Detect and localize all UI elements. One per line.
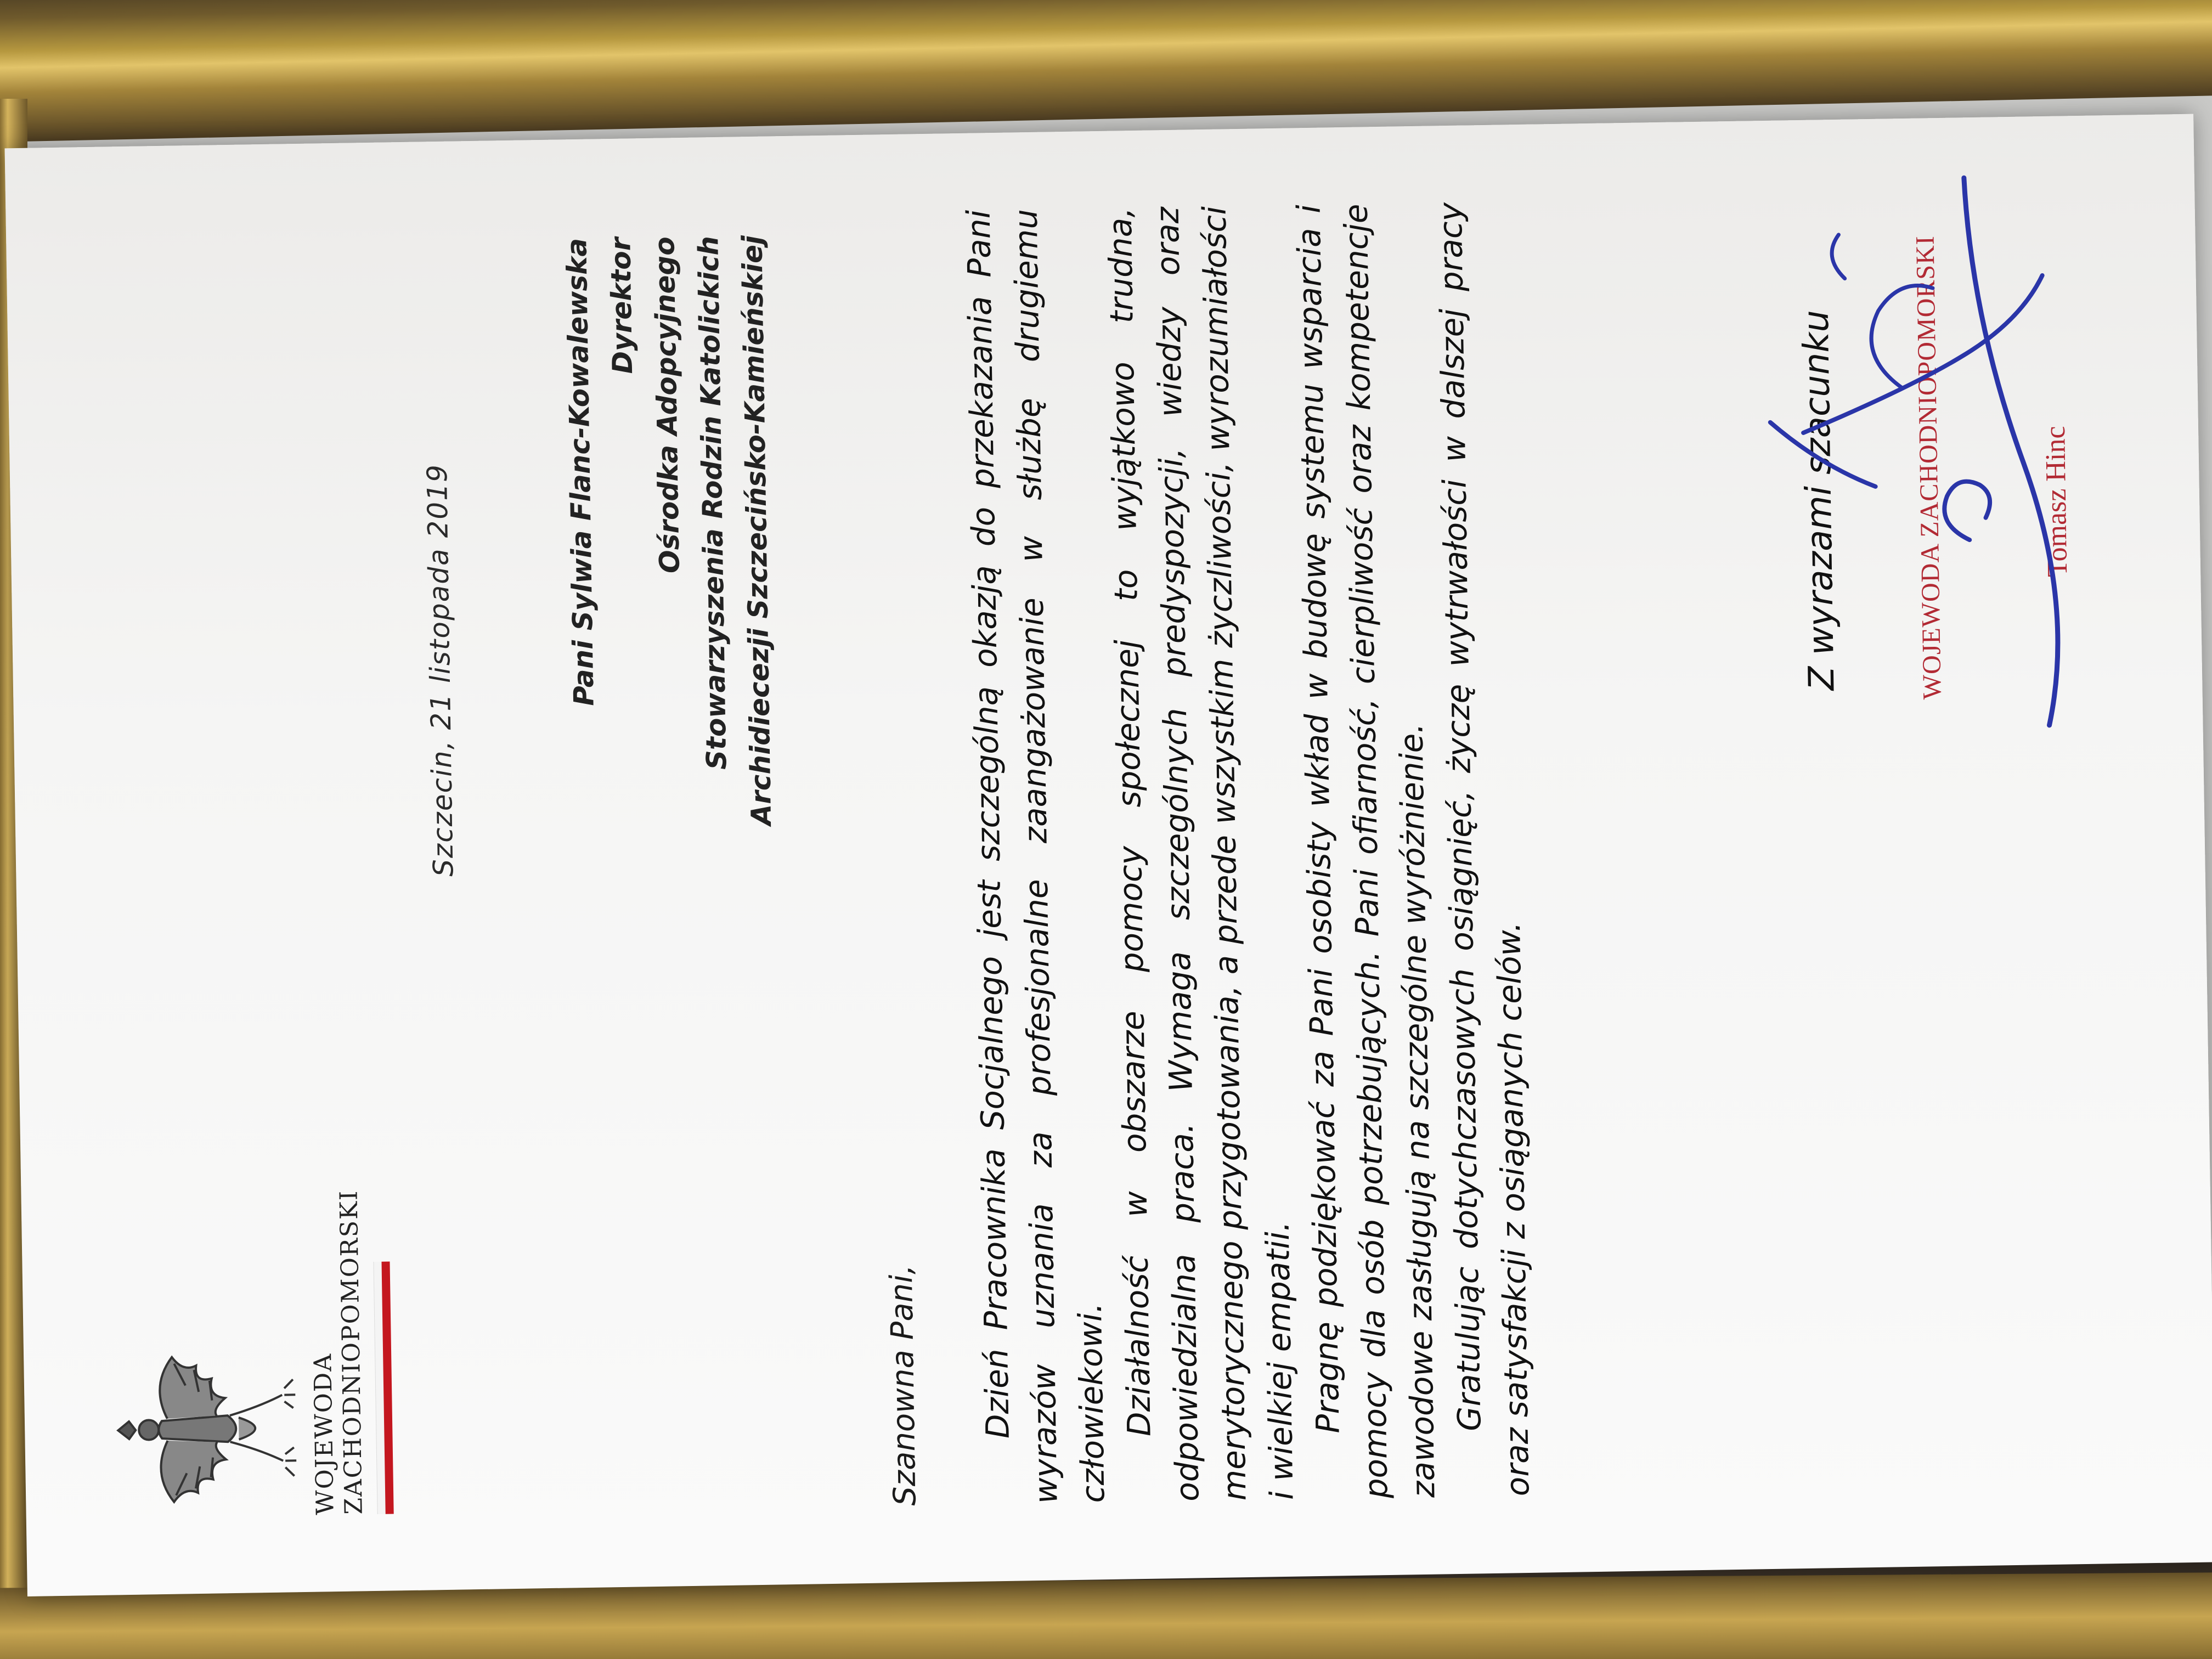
letter-date: Szczecin, 21 listopada 2019 [421, 463, 460, 877]
recipient-block [555, 235, 783, 828]
body-paragraph-3: Pragnę podziękować za Pani osobisty wkład w budowę systemu wsparcia i pomocy dla osób potrzebujących. Pani ofiarność, cierpliwość oraz kompetencje zawodowe zasługują na szczególne wyróżnienie. [1290, 204, 1442, 1499]
letter-paper [5, 114, 2212, 1596]
letter-rotated [5, 114, 2212, 1596]
official-stamp: WOJEWODA ZACHODNIOPOMORSKI [1910, 235, 1947, 700]
flag-bar [373, 1262, 393, 1514]
office-name [307, 1189, 369, 1515]
recipient-title: Dyrektor [605, 237, 639, 374]
office-name-line2: ZACHODNIOPOMORSKI [335, 1189, 368, 1515]
polish-eagle-icon [106, 1340, 306, 1519]
body-paragraph-1: Dzień Pracownika Socjalnego jest szczególną okazją do przekazania Pani wyrazów uznania za profesjonalne zaangażowanie w służbę drugiemu człowiekowi. [960, 208, 1112, 1504]
closing-phrase: Z wyrazami szacunku [1796, 309, 1843, 691]
recipient-name: Pani Sylwia Flanc-Kowalewska [561, 238, 600, 707]
letterhead [104, 1189, 394, 1519]
office-name-line1: WOJEWODA [309, 1352, 340, 1515]
letter-body [955, 201, 1542, 1505]
salutation: Szanowna Pani, [883, 1265, 923, 1506]
recipient-org-line2: Stowarzyszenia Rodzin Katolickich [692, 235, 733, 770]
recipient-org-line3: Archidiecezji Szczecińsko-Kamieńskiej [736, 235, 778, 826]
stamp-signatory-name: Tomasz Hinc [2039, 426, 2074, 578]
recipient-org-line1: Ośrodka Adopcyjnego [648, 236, 686, 574]
body-paragraph-2: Działalność w obszarze pomocy społecznej to wyjątkowo trudna, odpowiedzialna praca. Wymaga szczególnych predyspozycji, wiedzy oraz merytorycznego przygotowania, a przede wszystkim życzliwości, wyrozumiałości i wielkiej empatii. [1101, 206, 1301, 1502]
body-paragraph-4: Gratulując dotychczasowych osiągnięć, życzę wytrwałości w dalszej pracy oraz satysfakcji z osiąganych celów. [1431, 202, 1537, 1497]
